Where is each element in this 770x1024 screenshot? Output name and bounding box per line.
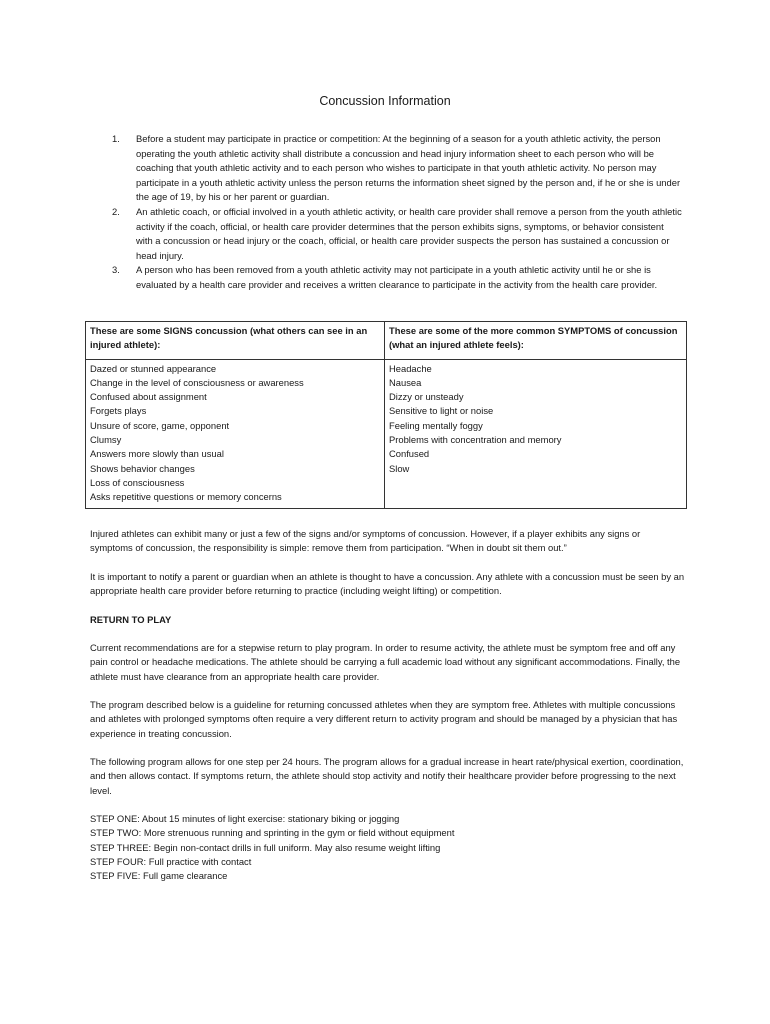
step-item: STEP THREE: Begin non-contact drills in full uniform. May also resume weight lifting [90,841,441,853]
list-number: 1. [112,133,120,144]
symptom-item: Confused [389,448,430,460]
sign-item: Change in the level of consciousness or awareness [90,376,304,388]
symptom-item: Headache [389,362,432,374]
symptom-item: Problems with concentration and memory [389,434,562,446]
signs-symptoms-table [85,321,687,509]
step-item: STEP FOUR: Full practice with contact [90,855,252,867]
list-item-text: Before a student may participate in practice or competition: At the beginning of a season for a youth athletic activity, the person operating the youth athletic activity shall distribute a concussion and head injury information sheet to each person who will be coaching that youth athletic activity and to each person who wishes to participate in that youth athletic activity. No person may participate in a youth athletic activity unless the person returns the information sheet signed by the person and, if he or she is under the age of 19, by his or her parent or guardian. [136,133,681,203]
symptoms-list [385,359,687,508]
table-header-row [86,322,687,360]
return-to-play-heading: RETURN TO PLAY [90,614,172,625]
symptom-item: Nausea [389,376,422,388]
paragraph-following: The following program allows for one step per 24 hours. The program allows for a gradual increase in heart rate/physical exertion, coordination, and then allows contact. If symptoms return, the athlete should stop activity and notify their healthcare provider before progressing to the next level. [90,756,684,796]
list-item [112,132,682,205]
symptom-item: Dizzy or unsteady [389,391,464,403]
paragraph-current: Current recommendations are for a stepwise return to play program. In order to resume activity, the athlete must be symptom free and off any pain control or headache medications. The athlete should be carrying a full academic load without any significant accommodations. Finally, the athlete must have clearance from an appropriate health care provider. [90,642,681,682]
sign-item: Clumsy [90,434,122,446]
page-title: Concussion Information [319,94,451,108]
table-row [86,359,687,508]
signs-header: These are some SIGNS concussion (what others can see in an injured athlete): [86,322,385,360]
paragraph-injured: Injured athletes can exhibit many or just a few of the signs and/or symptoms of concussion. However, if a player exhibits any signs or symptoms of concussion, the responsibility is simple: remove them from participation. “When in doubt sit them out.” [90,528,641,554]
step-item: STEP ONE: About 15 minutes of light exercise: stationary biking or jogging [90,813,400,824]
step-item: STEP FIVE: Full game clearance [90,870,228,882]
list-item-text: An athletic coach, or official involved in a youth athletic activity, or health care provider shall remove a person from the youth athletic activity if the coach, official, or health care provider determines that the person exhibits signs, symptoms, or behavior consistent with a concussion or head injury or the coach, official, or health care provider suspects the person has sustained a concussion or head injury. [136,205,682,261]
step-item: STEP TWO: More strenuous running and sprinting in the gym or field without equipment [90,827,455,839]
list-number: 2. [112,205,120,217]
list-number: 3. [112,264,120,276]
sign-item: Unsure of score, game, opponent [90,419,230,431]
numbered-list [112,132,682,293]
signs-list [86,359,385,508]
sign-item: Loss of consciousness [90,476,185,488]
sign-item: Confused about assignment [90,391,207,403]
steps-list [90,812,685,883]
symptom-item: Sensitive to light or noise [389,405,494,417]
symptoms-header: These are some of the more common SYMPTOMS of concussion (what an injured athlete feels): [385,322,687,360]
sign-item: Dazed or stunned appearance [90,362,217,374]
sign-item: Forgets plays [90,405,147,417]
list-item [112,263,682,292]
sign-item: Asks repetitive questions or memory concerns [90,491,282,503]
sign-item: Answers more slowly than usual [90,448,224,460]
sign-item: Shows behavior changes [90,462,195,474]
list-item [112,205,682,263]
symptom-item: Slow [389,462,410,474]
paragraph-notify: It is important to notify a parent or guardian when an athlete is thought to have a concussion. Any athlete with a concussion must be seen by an appropriate health care provider before returning to practice (including weight lifting) or competition. [90,571,685,597]
symptom-item: Feeling mentally foggy [389,419,483,431]
paragraph-program: The program described below is a guideline for returning concussed athletes when they are symptom free. Athletes with multiple concussions and athletes with prolonged symptoms often require a very different return to activity program and should be managed by a physician that has experience in treating concussion. [90,699,678,739]
list-item-text: A person who has been removed from a youth athletic activity may not participate in a youth athletic activity until he or she is evaluated by a health care provider and receives a written clearance to participate in the activity from the health care provider. [136,264,658,290]
